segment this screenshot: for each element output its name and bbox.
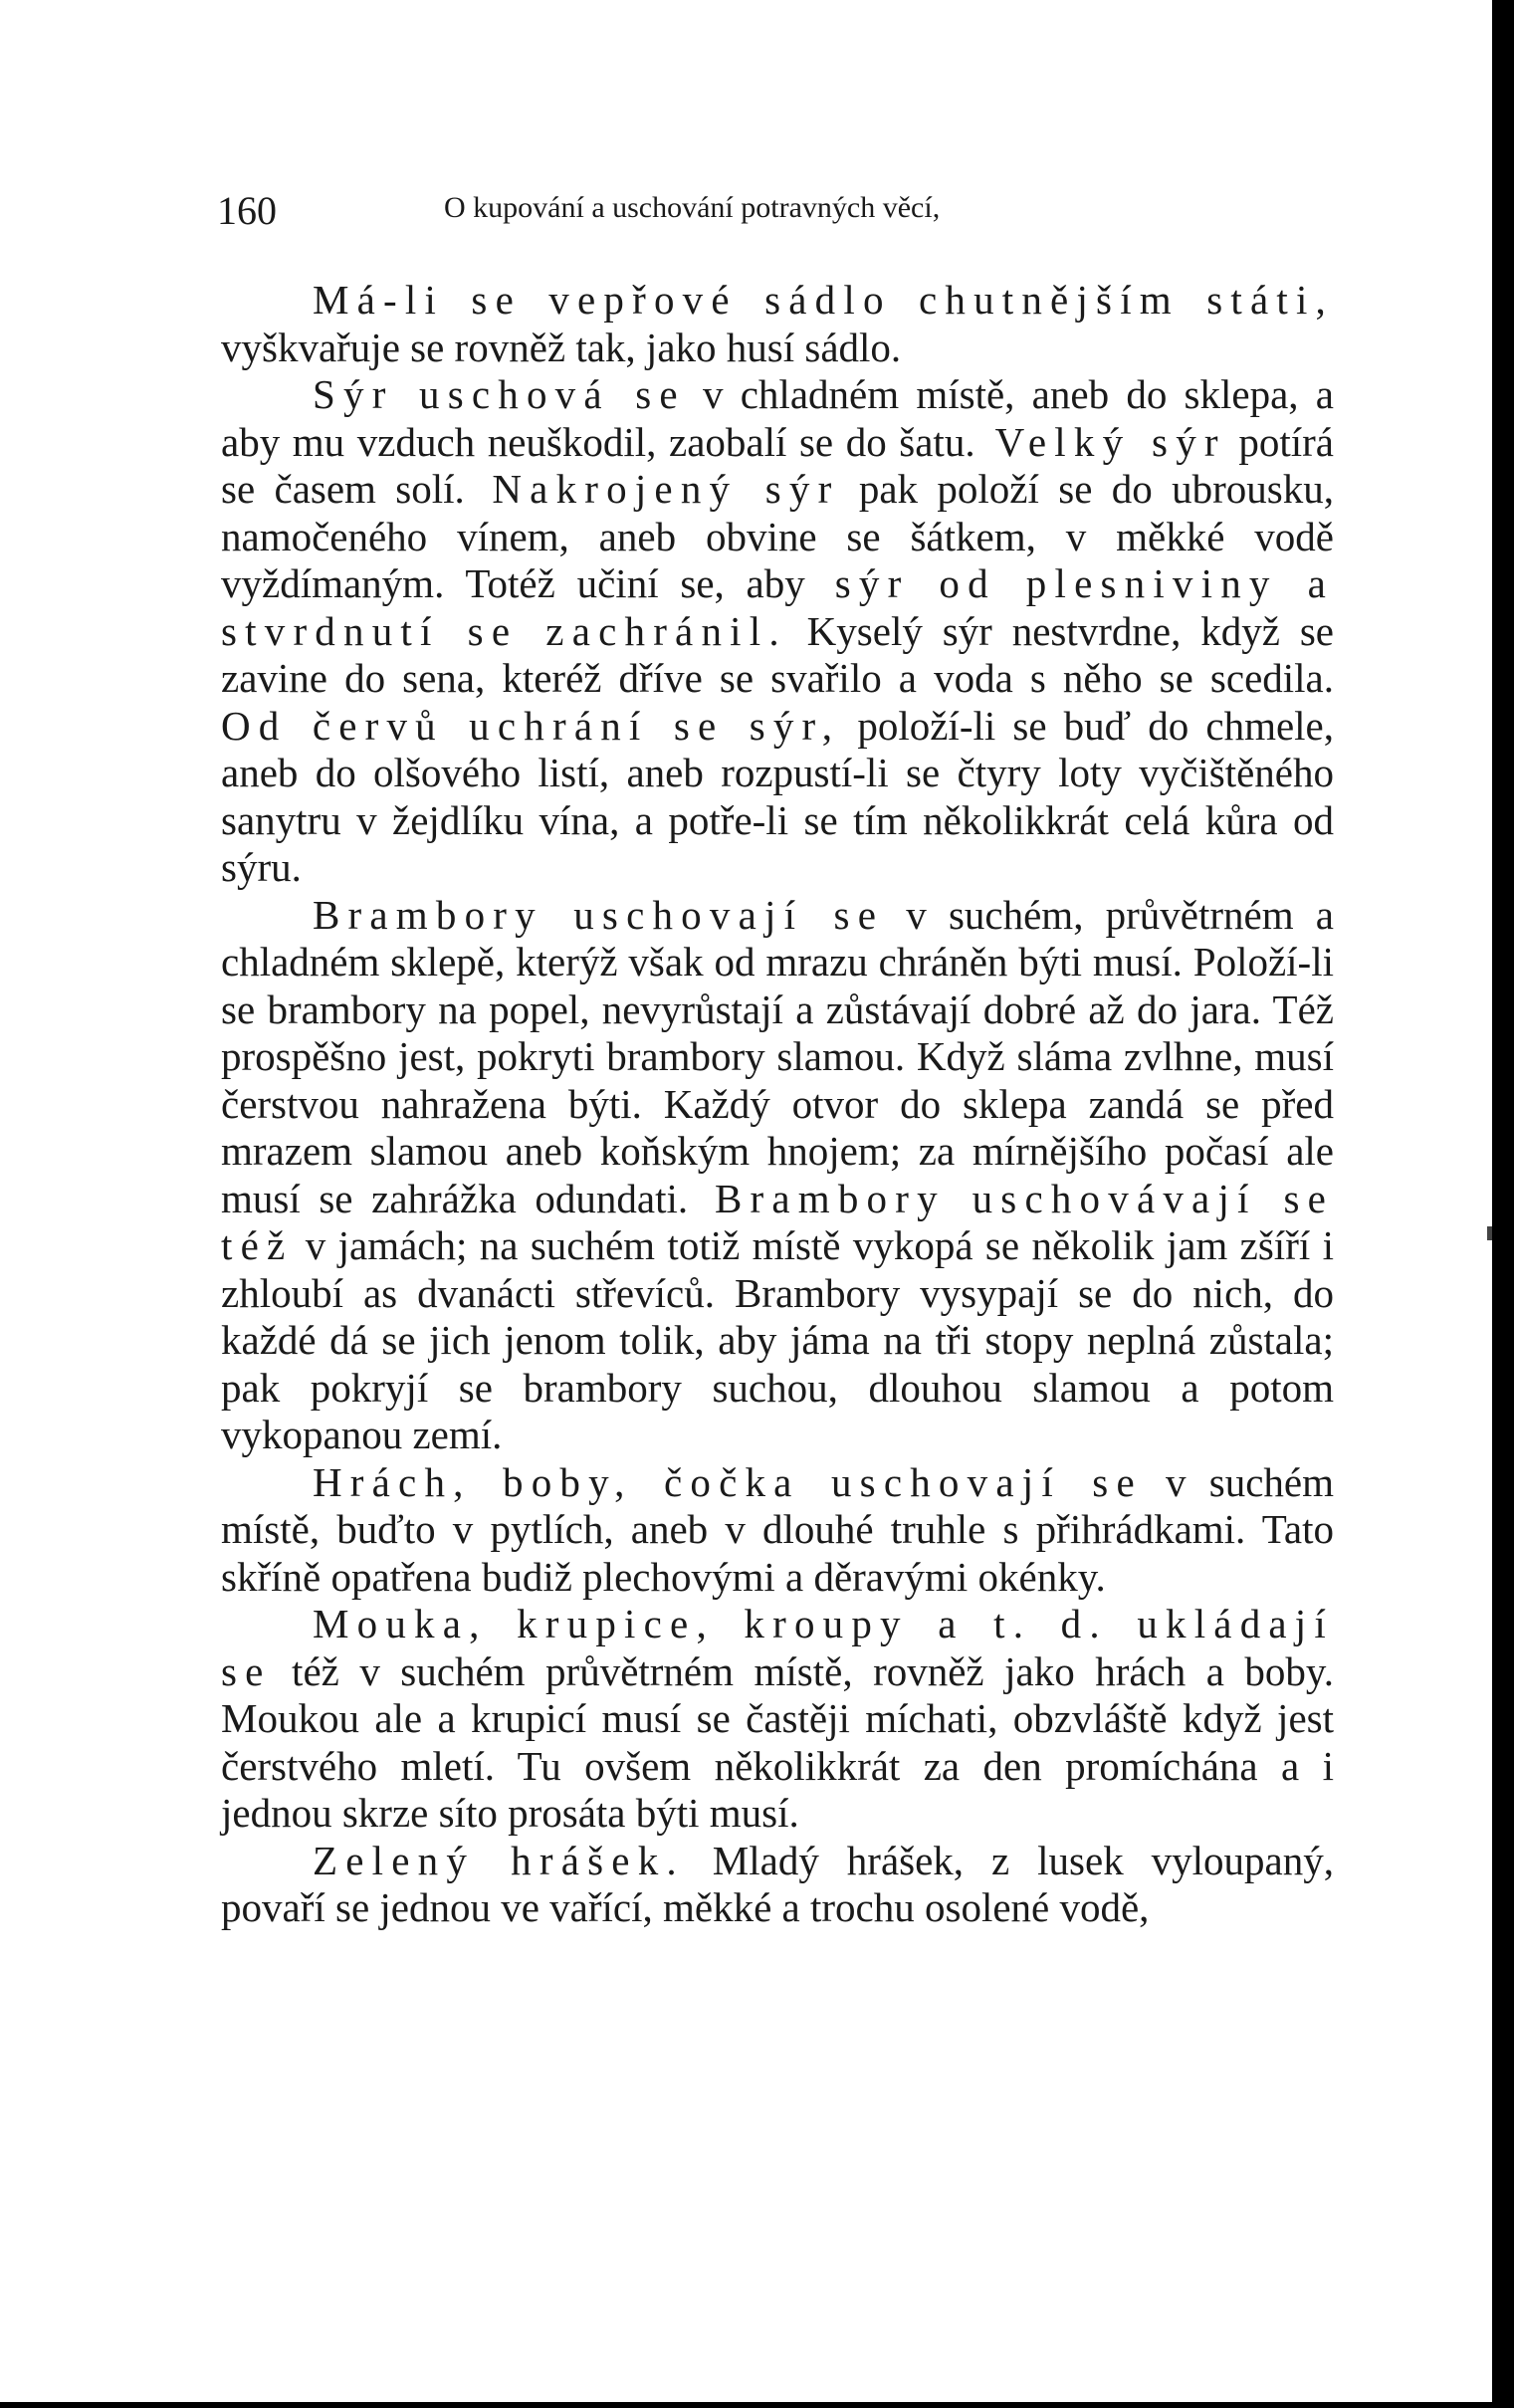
page-edge-shadow	[1492, 0, 1514, 2408]
paragraph-text: v chladném místě, aneb do sklepa, a aby mu vzduch neuškodil, zaobalí se do šatu.	[221, 371, 1334, 465]
spaced-lead: sýr od plesniviny a stvrdnutí se zachránil.	[221, 560, 1334, 654]
paragraph-text: v suchém, průvětrném a chladném sklepě, kterýž však od mrazu chráněn býti musí. Položí-li se brambory na popel, nevyrůstají a zůstávají dobré až do jara. Též prospěšno jest, pokryti brambory slamou. Když sláma zvlhne, musí čerstvou nahražena býti. Každý otvor do sklepa zandá se před mrazem slamou aneb koňským hnojem; za mírnějšího počasí ale musí se zahrážka odundati.	[221, 891, 1334, 1221]
paragraph-text: potírá se časem solí.	[221, 418, 1334, 512]
spaced-lead: Brambory uschovávají se též	[221, 1175, 1335, 1268]
paragraph-peas	[221, 1838, 1334, 1932]
body-text	[221, 277, 1334, 1932]
paragraph-legumes	[221, 1459, 1334, 1602]
paragraph-text: Kyselý sýr nestvrdne, když se zavine do sena, kteréž dříve se svařilo a voda s něho se scedila.	[221, 607, 1334, 701]
spaced-lead: Brambory uschovají se	[313, 891, 885, 938]
paragraph-cheese	[221, 371, 1334, 892]
spaced-lead: Mouka, krupice, kroupy a t. d. ukládají se	[221, 1601, 1334, 1694]
running-title: O kupování a uschování potravných věcí,	[444, 191, 941, 224]
running-head	[217, 187, 1342, 247]
paragraph-potatoes	[221, 892, 1334, 1459]
paragraph-lard	[221, 277, 1334, 371]
spaced-lead: Hrách, boby, čočka uschovají se	[313, 1458, 1143, 1505]
page-number: 160	[217, 188, 277, 233]
spaced-lead: Zelený hrášek.	[313, 1837, 685, 1883]
paragraph-text: položí-li se buď do chmele, aneb do olšového listí, aneb rozpustí-li se čtyry loty vyčištěného sanytru v žejdlíku vína, a potře-li se tím několikkrát celá kůra od sýru.	[221, 702, 1334, 890]
paragraph-text: vyškvařuje se rovněž tak, jako husí sádlo.	[221, 324, 902, 370]
spaced-lead: Od červů uchrání se sýr,	[221, 702, 841, 749]
spaced-lead: Nakrojený sýr	[464, 466, 840, 512]
spaced-lead: Má-li se vepřové sádlo chutnějším státi,	[313, 277, 1334, 323]
page-bottom-edge	[0, 2402, 1514, 2408]
spaced-lead: Sýr uschová se	[313, 371, 686, 417]
paragraph-flour	[221, 1601, 1334, 1838]
paragraph-text: též v suchém průvětrném místě, rovněž jako hrách a boby. Moukou ale a krupicí musí se častěji míchati, obzvláště když jest čerstvého mletí. Tu ovšem několikkrát za den promíchána a i jednou skrze síto prosáta býti musí.	[221, 1647, 1334, 1836]
paragraph-text: pak položí se do ubrousku, namočeného vínem, aneb obvine se šátkem, v měkké vodě vyždímaným. Totéž učiní se, aby	[221, 466, 1334, 606]
paragraph-text: Mladý hrášek, z lusek vyloupaný, povaří se jednou ve vařící, měkké a trochu osolené vodě,	[221, 1837, 1334, 1930]
paragraph-text: v jamách; na suchém totiž místě vykopá se několik jam zšíří i zhloubí as dvanácti střevíců. Brambory vysypají se do nich, do každé dá se jich jenom tolik, aby jáma na tři stopy neplná zůstala; pak pokryjí se brambory suchou, dlouhou slamou a potom vykopanou zemí.	[221, 1222, 1334, 1457]
spaced-lead: Velký sýr	[974, 418, 1226, 465]
margin-mark	[1487, 1226, 1492, 1240]
paragraph-text: v suchém místě, buďto v pytlích, aneb v dlouhé truhle s přihrádkami. Tato skříně opatřena budiž plechovými a děravými okénky.	[221, 1458, 1334, 1600]
